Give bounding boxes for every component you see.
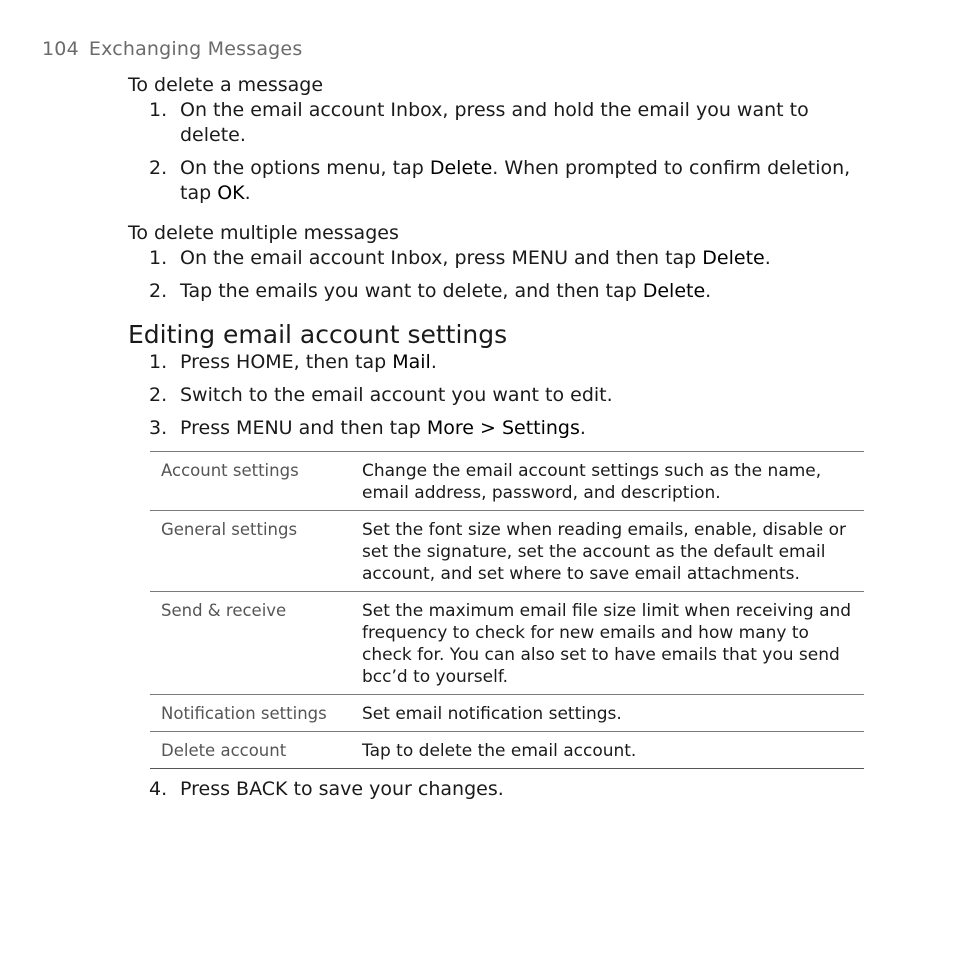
- table-row: [150, 452, 864, 511]
- step-number: 2.: [149, 157, 168, 179]
- step-text: .: [244, 182, 251, 204]
- step-text: Tap the emails you want to delete, and then tap: [180, 280, 643, 302]
- delete-message-steps: [128, 98, 868, 206]
- table-row: [150, 695, 864, 732]
- step-text: . When prompted to confirm deletion, tap: [180, 157, 851, 204]
- list-item: [128, 98, 868, 148]
- setting-name: Notification settings: [161, 704, 327, 723]
- section-title: Editing email account settings: [128, 320, 508, 349]
- ui-term-mail: Mail: [392, 351, 431, 373]
- list-item: [128, 350, 868, 375]
- step-number: 2.: [149, 384, 168, 406]
- editing-final-step: [128, 777, 868, 802]
- step-text: On the options menu, tap: [180, 157, 430, 179]
- setting-name: Delete account: [161, 741, 287, 760]
- step-text: On the email account Inbox, press and hold the email you want to delete.: [180, 99, 809, 146]
- setting-description: Set the maximum email file size limit when receiving and frequency to check for new emails and how many to check for. You can also set to have emails that you send bcc’d to yourself.: [362, 601, 852, 687]
- setting-name: Account settings: [161, 461, 299, 480]
- ui-term-delete: Delete: [642, 280, 706, 302]
- step-number: 2.: [149, 280, 168, 302]
- editing-steps: [128, 350, 868, 441]
- step-text: Press HOME, then tap: [180, 351, 393, 373]
- step-text: .: [579, 417, 586, 439]
- page-header: [42, 38, 302, 60]
- settings-table: [150, 451, 864, 769]
- list-item: [128, 383, 868, 408]
- ui-term-delete: Delete: [429, 157, 493, 179]
- delete-message-heading: To delete a message: [128, 74, 324, 96]
- step-number: 1.: [149, 247, 168, 269]
- setting-name: General settings: [161, 520, 298, 539]
- ui-term-delete: Delete: [702, 247, 765, 269]
- list-item: [128, 246, 868, 271]
- list-item: [128, 416, 868, 441]
- setting-description: Set email notification settings.: [362, 704, 622, 724]
- setting-name: Send & receive: [161, 601, 287, 620]
- list-item: [128, 777, 868, 802]
- ui-term-ok: OK: [217, 182, 245, 204]
- chapter-title: Exchanging Messages: [88, 38, 303, 60]
- page-content: [128, 72, 868, 810]
- delete-multiple-heading: To delete multiple messages: [128, 222, 399, 244]
- step-number: 1.: [149, 99, 168, 121]
- step-text: Press MENU and then tap: [180, 417, 427, 439]
- step-text: .: [430, 351, 437, 373]
- table-row: [150, 732, 864, 769]
- step-number: 1.: [149, 351, 168, 373]
- ui-term-more-settings: More > Settings: [426, 417, 580, 439]
- setting-description: Set the font size when reading emails, enable, disable or set the signature, set the account as the default email account, and set where to save email attachments.: [362, 520, 847, 584]
- step-text: On the email account Inbox, press MENU and then tap: [180, 247, 703, 269]
- step-number: 4.: [149, 778, 168, 800]
- step-text: Press BACK to save your changes.: [180, 778, 504, 800]
- page-number: 104: [42, 38, 79, 60]
- table-row: [150, 511, 864, 592]
- setting-description: Tap to delete the email account.: [362, 741, 637, 761]
- list-item: [128, 156, 868, 206]
- delete-multiple-steps: [128, 246, 868, 304]
- setting-description: Change the email account settings such as the name, email address, password, and description.: [362, 461, 822, 503]
- step-text: .: [705, 280, 712, 302]
- step-text: .: [764, 247, 771, 269]
- list-item: [128, 279, 868, 304]
- table-row: [150, 592, 864, 695]
- step-text: Switch to the email account you want to edit.: [180, 384, 613, 406]
- step-number: 3.: [149, 417, 168, 439]
